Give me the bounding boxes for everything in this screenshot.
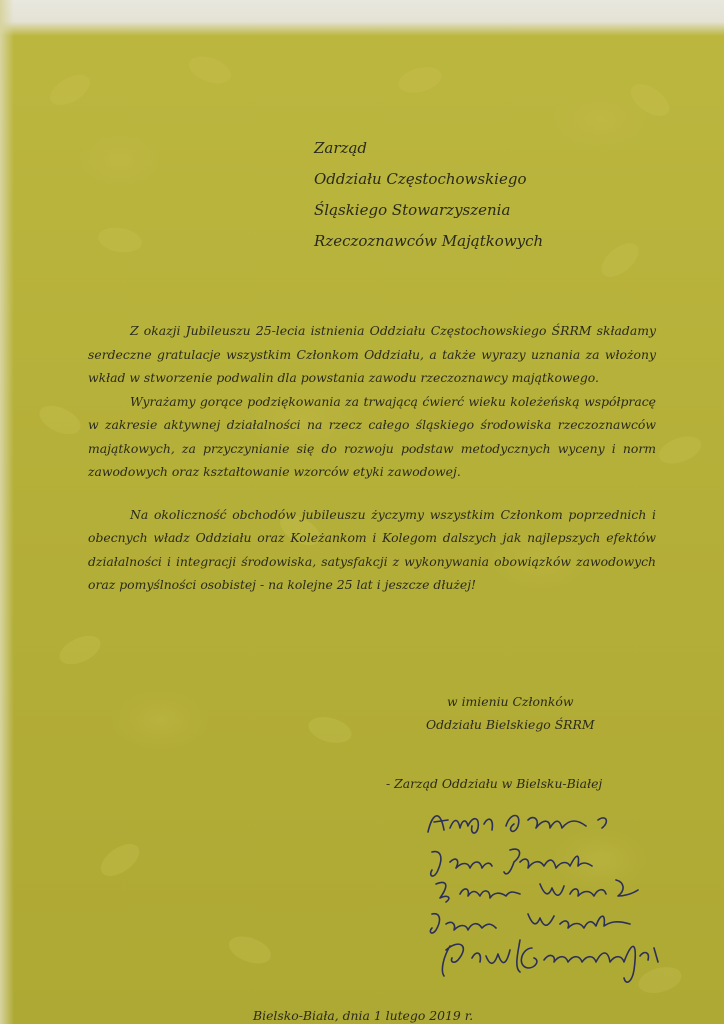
recipient-line: Śląskiego Stowarzyszenia	[314, 201, 511, 219]
handwritten-signatures	[410, 790, 680, 990]
signature-1	[428, 816, 606, 834]
document-date: Bielsko-Biała, dnia 1 lutego 2019 r.	[253, 1008, 474, 1023]
closing-block	[426, 690, 595, 736]
recipient-block	[314, 133, 543, 257]
paragraph-wishes: Na okoliczność obchodów jubileuszu życzymy wszystkim Członkom poprzednich i obecnych władz Oddziału oraz Koleżankom i Kolegom dalszych jak najlepszych efektów działalności i integracji środowiska, satysfakcji z wykonywania obowiązków zawodowych oraz pomyślności osobistej - na kolejne 25 lat i jeszcze dłużej!	[88, 506, 656, 592]
board-name: - Zarząd Oddziału w Bielsku-Białej	[386, 776, 603, 791]
letter-body	[88, 319, 656, 597]
signature-2	[431, 849, 592, 876]
signature-3	[436, 880, 638, 902]
signature-4	[430, 914, 630, 933]
recipient-line: Zarząd	[314, 139, 367, 157]
recipient-line: Rzeczoznawców Majątkowych	[314, 232, 544, 250]
paragraph-congratulations: Z okazji Jubileuszu 25-lecia istnienia Oddziału Częstochowskiego ŚRRM składamy serdeczne gratulacje wszystkim Członkom Oddziału, a także wyrazy uznania za włożony wkład w stworzenie podwalin dla powstania zawodu rzeczoznawcy majątkowego.	[88, 323, 656, 385]
closing-line: w imieniu Członków	[447, 694, 574, 709]
recipient-line: Oddziału Częstochowskiego	[314, 170, 527, 188]
signature-5	[442, 940, 658, 982]
closing-line: Oddziału Bielskiego ŚRRM	[426, 717, 595, 732]
paragraph-thanks: Wyrażamy gorące podziękowania za trwającą ćwierć wieku koleżeńską współpracę w zakresie aktywnej działalności na rzecz całego śląskiego środowiska rzeczoznawców majątkowych, za przyczynianie się do rozwoju podstaw metodycznych wyceny i norm zawodowych oraz kształtowanie wzorców etyki zawodowej.	[88, 393, 656, 479]
